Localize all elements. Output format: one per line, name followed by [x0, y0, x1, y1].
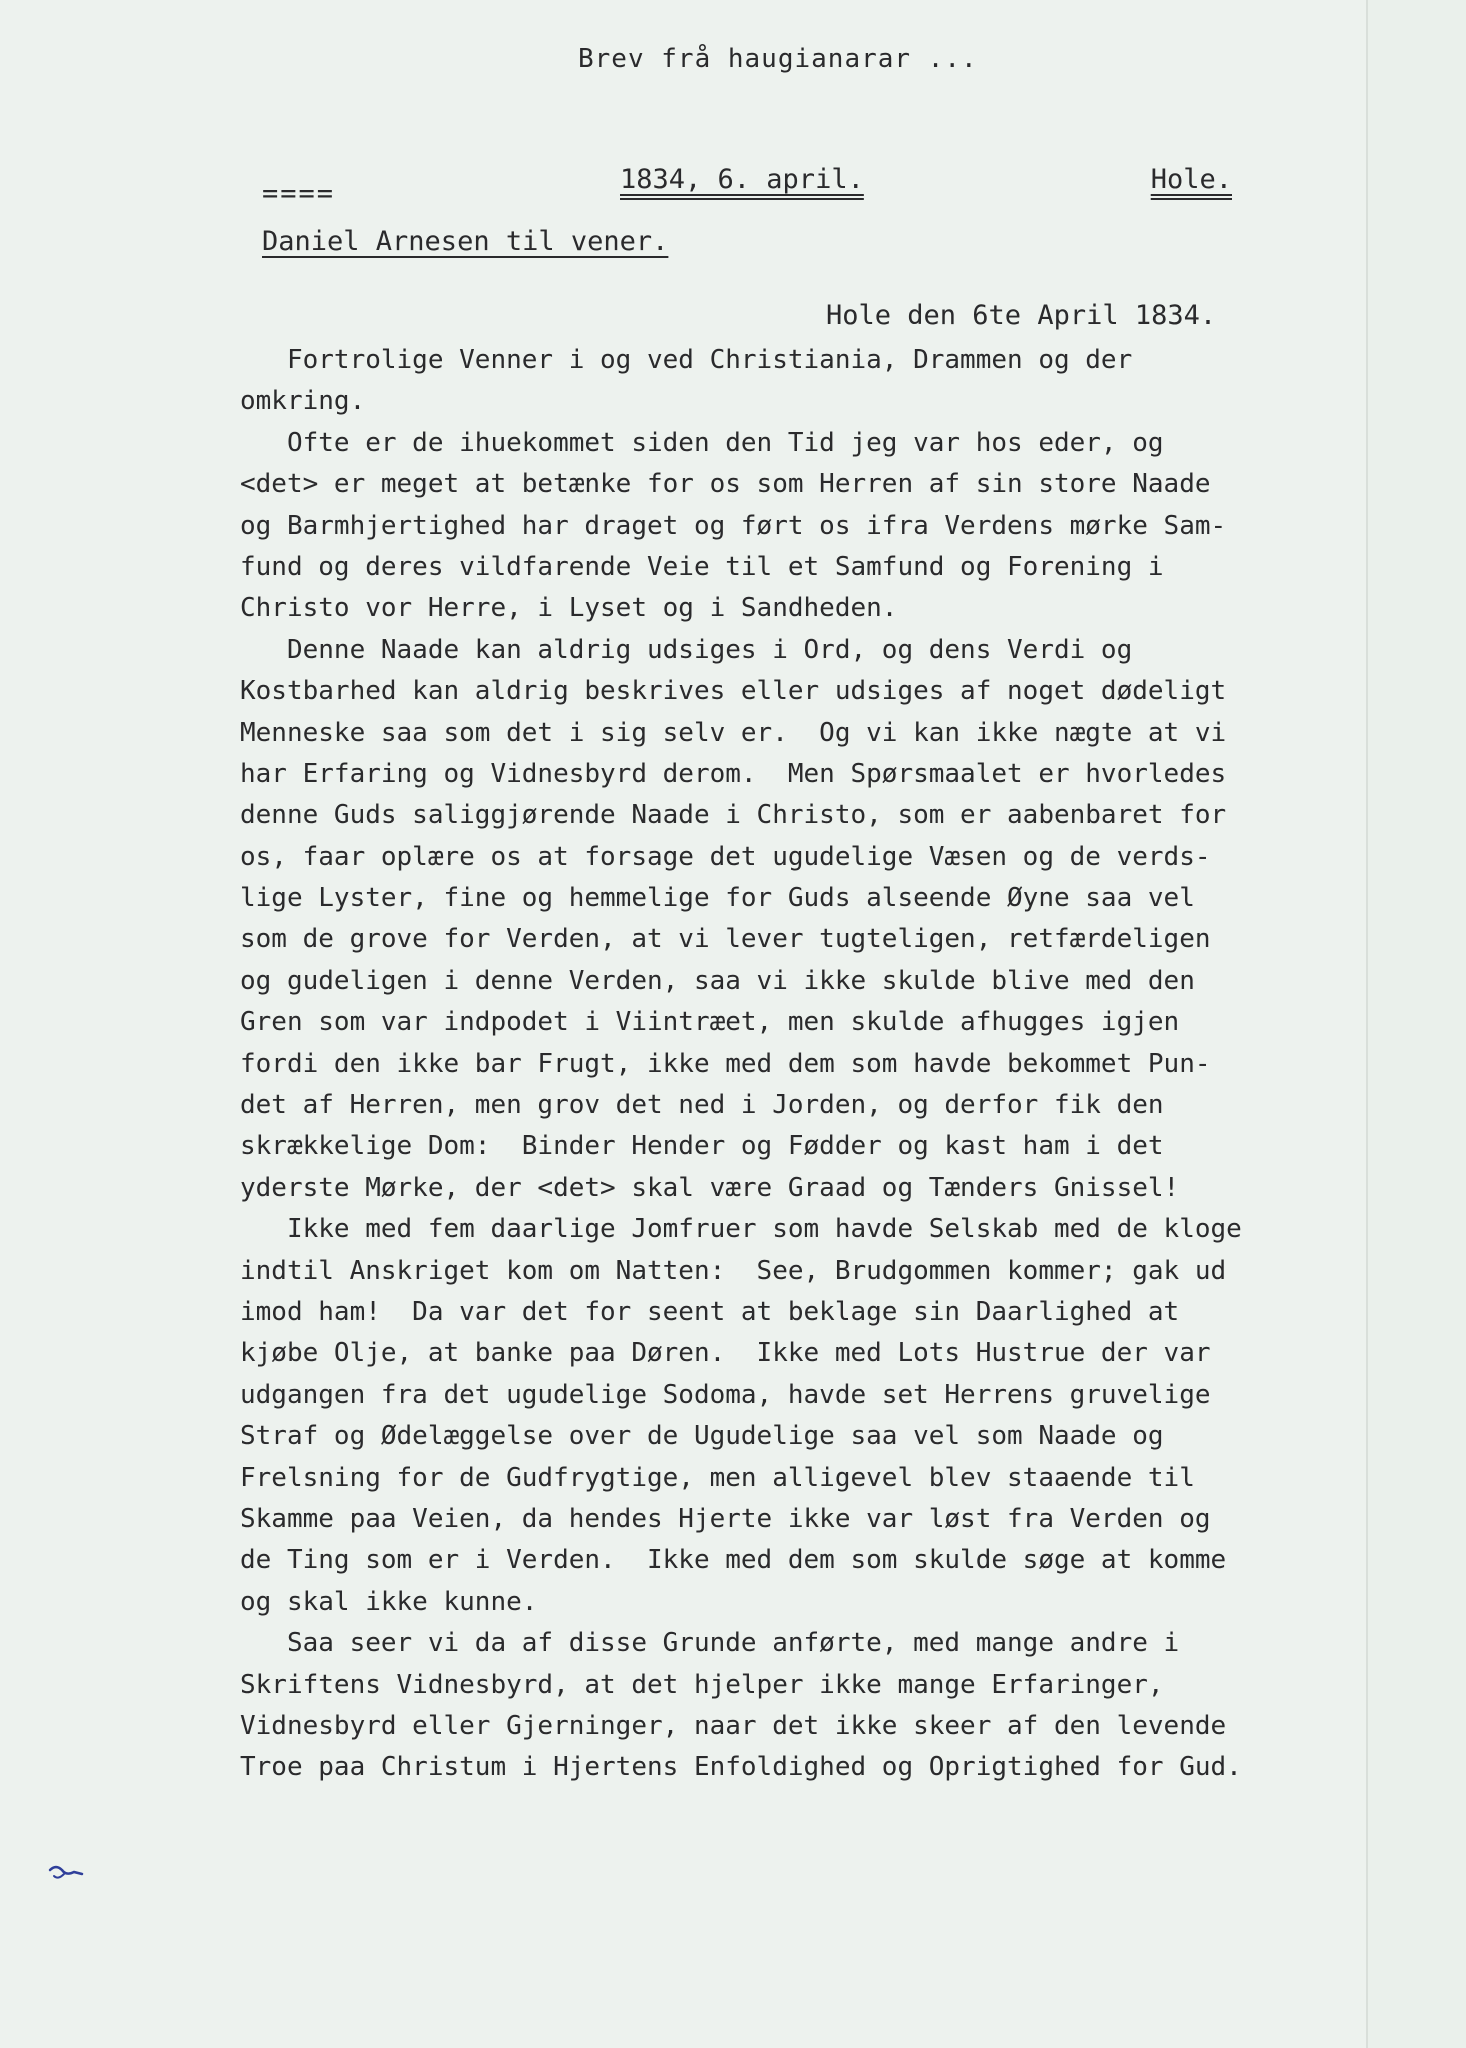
- letter-body: [240, 340, 1380, 1789]
- body-line: fund og deres vildfarende Veie til et Samfund og Forening i: [240, 551, 1164, 582]
- body-line: og Barmhjertighed har draget og ført os ifra Verdens mørke Sam-: [240, 510, 1227, 541]
- body-line: og gudeligen i denne Verden, saa vi ikke skulde blive med den: [240, 965, 1195, 996]
- body-line: imod ham! Da var det for seent at beklage sin Daarlighed at: [240, 1296, 1180, 1327]
- body-line: som de grove for Verden, at vi lever tugteligen, retfærdeligen: [240, 924, 1211, 955]
- body-line: denne Guds saliggjørende Naade i Christo, som er aabenbaret for: [240, 800, 1227, 831]
- body-line: Skriftens Vidnesbyrd, at det hjelper ikke mange Erfaringer,: [240, 1669, 1164, 1700]
- heading-place: Hole.: [1150, 164, 1232, 195]
- body-line: Ikke med fem daarlige Jomfruer som havde Selskab med de kloge: [240, 1214, 1242, 1245]
- body-line: <det> er meget at betænke for os som Herren af sin store Naade: [240, 469, 1211, 500]
- body-line: udgangen fra det ugudelige Sodoma, havde set Herrens gruvelige: [240, 1379, 1211, 1410]
- body-line: kjøbe Olje, at banke paa Døren. Ikke med Lots Hustrue der var: [240, 1338, 1211, 1369]
- body-line: fordi den ikke bar Frugt, ikke med dem som havde bekommet Pun-: [240, 1048, 1211, 1079]
- body-line: Ofte er de ihuekommet siden den Tid jeg var hos eder, og: [240, 427, 1164, 458]
- body-line: Gren som var indpodet i Viintræet, men skulde afhugges igjen: [240, 1007, 1180, 1038]
- body-line: omkring.: [240, 386, 366, 417]
- body-line: Kostbarhed kan aldrig beskrives eller udsiges af noget dødeligt: [240, 676, 1227, 707]
- body-line: Denne Naade kan aldrig udsiges i Ord, og dens Verdi og: [240, 634, 1133, 665]
- letter-title: Daniel Arnesen til vener.: [262, 226, 669, 257]
- body-line: os, faar oplære os at forsage det ugudelige Væsen og de verds-: [240, 841, 1211, 872]
- body-line: Frelsning for de Gudfrygtige, men alligevel blev staaende til: [240, 1462, 1195, 1493]
- body-line: og skal ikke kunne.: [240, 1586, 538, 1617]
- body-line: det af Herren, men grov det ned i Jorden, og derfor fik den: [240, 1090, 1164, 1121]
- body-line: Saa seer vi da af disse Grunde anførte, med mange andre i: [240, 1628, 1180, 1659]
- body-line: skrækkelige Dom: Binder Hender og Fødder og kast ham i det: [240, 1131, 1164, 1162]
- body-line: lige Lyster, fine og hemmelige for Guds alseende Øyne saa vel: [240, 883, 1195, 914]
- heading-left-mark: ====: [262, 178, 336, 209]
- body-line: Christo vor Herre, i Lyset og i Sandheden.: [240, 593, 898, 624]
- body-line: indtil Anskriget kom om Natten: See, Brudgommen kommer; gak ud: [240, 1255, 1227, 1286]
- body-line: de Ting som er i Verden. Ikke med dem som skulde søge at komme: [240, 1545, 1227, 1576]
- body-line: Vidnesbyrd eller Gjerninger, naar det ikke skeer af den levende: [240, 1710, 1227, 1741]
- body-line: Menneske saa som det i sig selv er. Og vi kan ikke nægte at vi: [240, 717, 1227, 748]
- body-line: yderste Mørke, der <det> skal være Graad og Tænders Gnissel!: [240, 1172, 1180, 1203]
- body-line: Fortrolige Venner i og ved Christiania, Drammen og der: [240, 345, 1133, 375]
- handwritten-mark-icon: [46, 1860, 86, 1884]
- body-line: Straf og Ødelæggelse over de Ugudelige saa vel som Naade og: [240, 1421, 1164, 1452]
- heading-date: 1834, 6. april.: [620, 164, 864, 195]
- running-head: Brev frå haugianarar ...: [578, 44, 978, 74]
- body-line: Troe paa Christum i Hjertens Enfoldighed og Oprigtighed for Gud.: [240, 1752, 1242, 1783]
- body-line: Skamme paa Veien, da hendes Hjerte ikke var løst fra Verden og: [240, 1503, 1211, 1534]
- letter-dateline: Hole den 6te April 1834.: [826, 300, 1217, 331]
- body-line: har Erfaring og Vidnesbyrd derom. Men Spørsmaalet er hvorledes: [240, 758, 1227, 789]
- letter-heading: [262, 164, 1232, 208]
